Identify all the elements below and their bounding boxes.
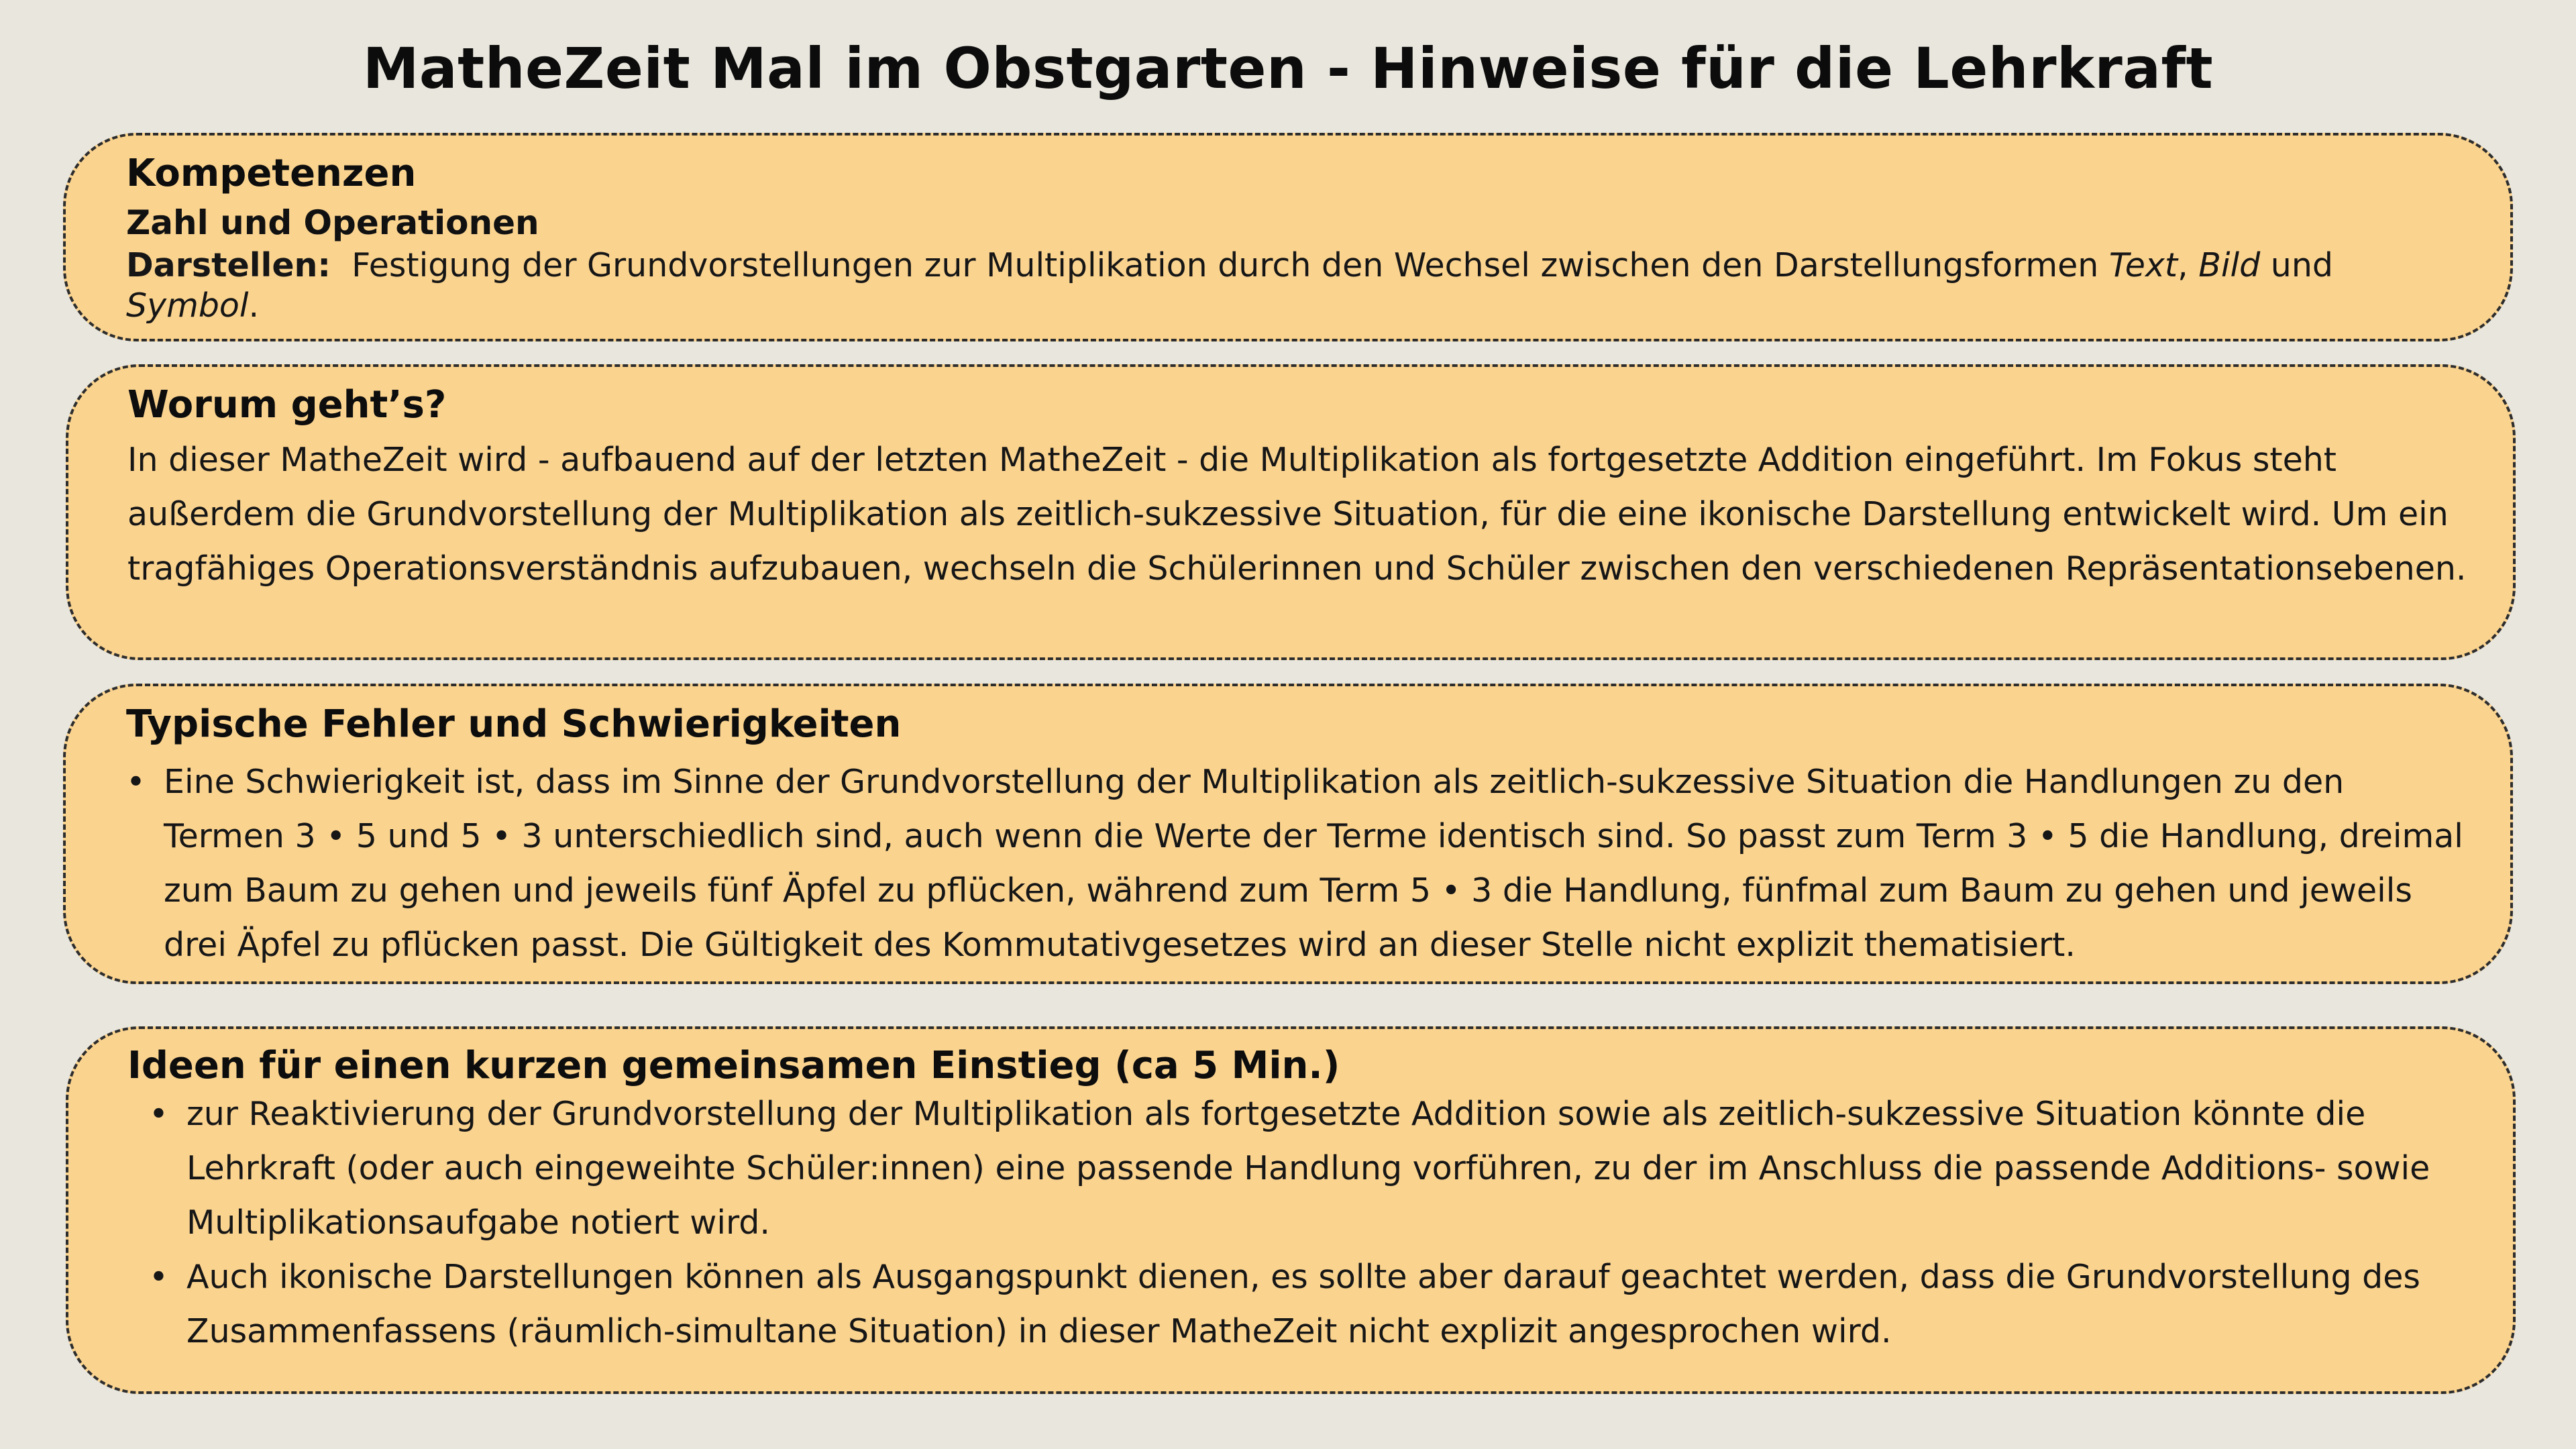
darstellen-text: Festigung der Grundvorstellungen zur Multiplikation durch den Wechsel zwischen den Darstellungsformen [331,246,2109,284]
term-text: Text [2108,246,2178,284]
worum-heading: Worum geht’s? [127,383,447,427]
ideen-heading: Ideen für einen kurzen gemeinsamen Einstieg (ca 5 Min.) [127,1044,1340,1087]
ideen-box [66,1026,2516,1394]
sentence-end: . [248,286,260,325]
list-item [149,1250,2483,1358]
list-item-text: Eine Schwierigkeit ist, dass im Sinne der Grundvorstellung der Multiplikation als zeitlich-sukzessive Situation die Handlungen zu den Termen 3 • 5 und 5 • 3 unterschiedlich sind, auch wenn die Werte der Terme identisch sind. So passt zum Term 3 • 5 die Handlung, dreimal zum Baum zu gehen und jeweils fünf Äpfel zu pflücken, während zum Term 5 • 3 die Handlung, fünfmal zum Baum zu gehen und jeweils drei Äpfel zu pflücken passt. Die Gültigkeit des Kommutativgesetzes wird an dieser Stelle nicht explizit thematisiert. [164,763,2463,964]
kompetenzen-box [63,133,2513,341]
kompetenzen-description [126,246,2447,326]
darstellen-label: Darstellen: [126,246,331,284]
separator-2: und [2260,246,2344,284]
list-item-text: zur Reaktivierung der Grundvorstellung der Multiplikation als fortgesetzte Addition sowie als zeitlich-sukzessive Situation könnte die Lehrkraft (oder auch eingeweihte Schüler:innen) eine passende Handlung vorführen, zu der im Anschluss die passende Additions- sowie Multiplikationsaufgabe notiert wird. [186,1095,2430,1242]
fehler-list [126,755,2474,972]
kompetenzen-subheading: Zahl und Operationen [126,203,539,242]
worum-box [66,364,2516,660]
fehler-box [63,684,2513,984]
kompetenzen-heading: Kompetenzen [126,152,417,195]
term-bild: Bild [2198,246,2261,284]
bullet-icon: • [149,1095,168,1133]
term-symbol: Symbol [126,286,249,325]
bullet-icon: • [149,1258,168,1296]
ideen-list [149,1087,2483,1358]
page-title: MatheZeit Mal im Obstgarten - Hinweise für die Lehrkraft [362,36,2214,101]
list-item [126,755,2474,972]
worum-body: In dieser MatheZeit wird - aufbauend auf der letzten MatheZeit - die Multiplikation als fortgesetzte Addition eingeführt. Im Fokus steht außerdem die Grundvorstellung der Multiplikation als zeitlich-sukzessive Situation, für die eine ikonische Darstellung entwickelt wird. Um ein tragfähiges Operationsverständnis aufzubauen, wechseln die Schülerinnen und Schüler zwischen den verschiedenen Repräsentationsebenen. [127,441,2467,588]
list-item-text: Auch ikonische Darstellungen können als Ausgangspunkt dienen, es sollte aber darauf geachtet werden, dass die Grundvorstellung des Zusammenfassens (räumlich-simultane Situation) in dieser MatheZeit nicht explizit angesprochen wird. [186,1258,2420,1350]
list-item [149,1087,2483,1250]
bullet-icon: • [126,763,146,801]
separator-1: , [2178,246,2199,284]
fehler-heading: Typische Fehler und Schwierigkeiten [126,702,902,746]
